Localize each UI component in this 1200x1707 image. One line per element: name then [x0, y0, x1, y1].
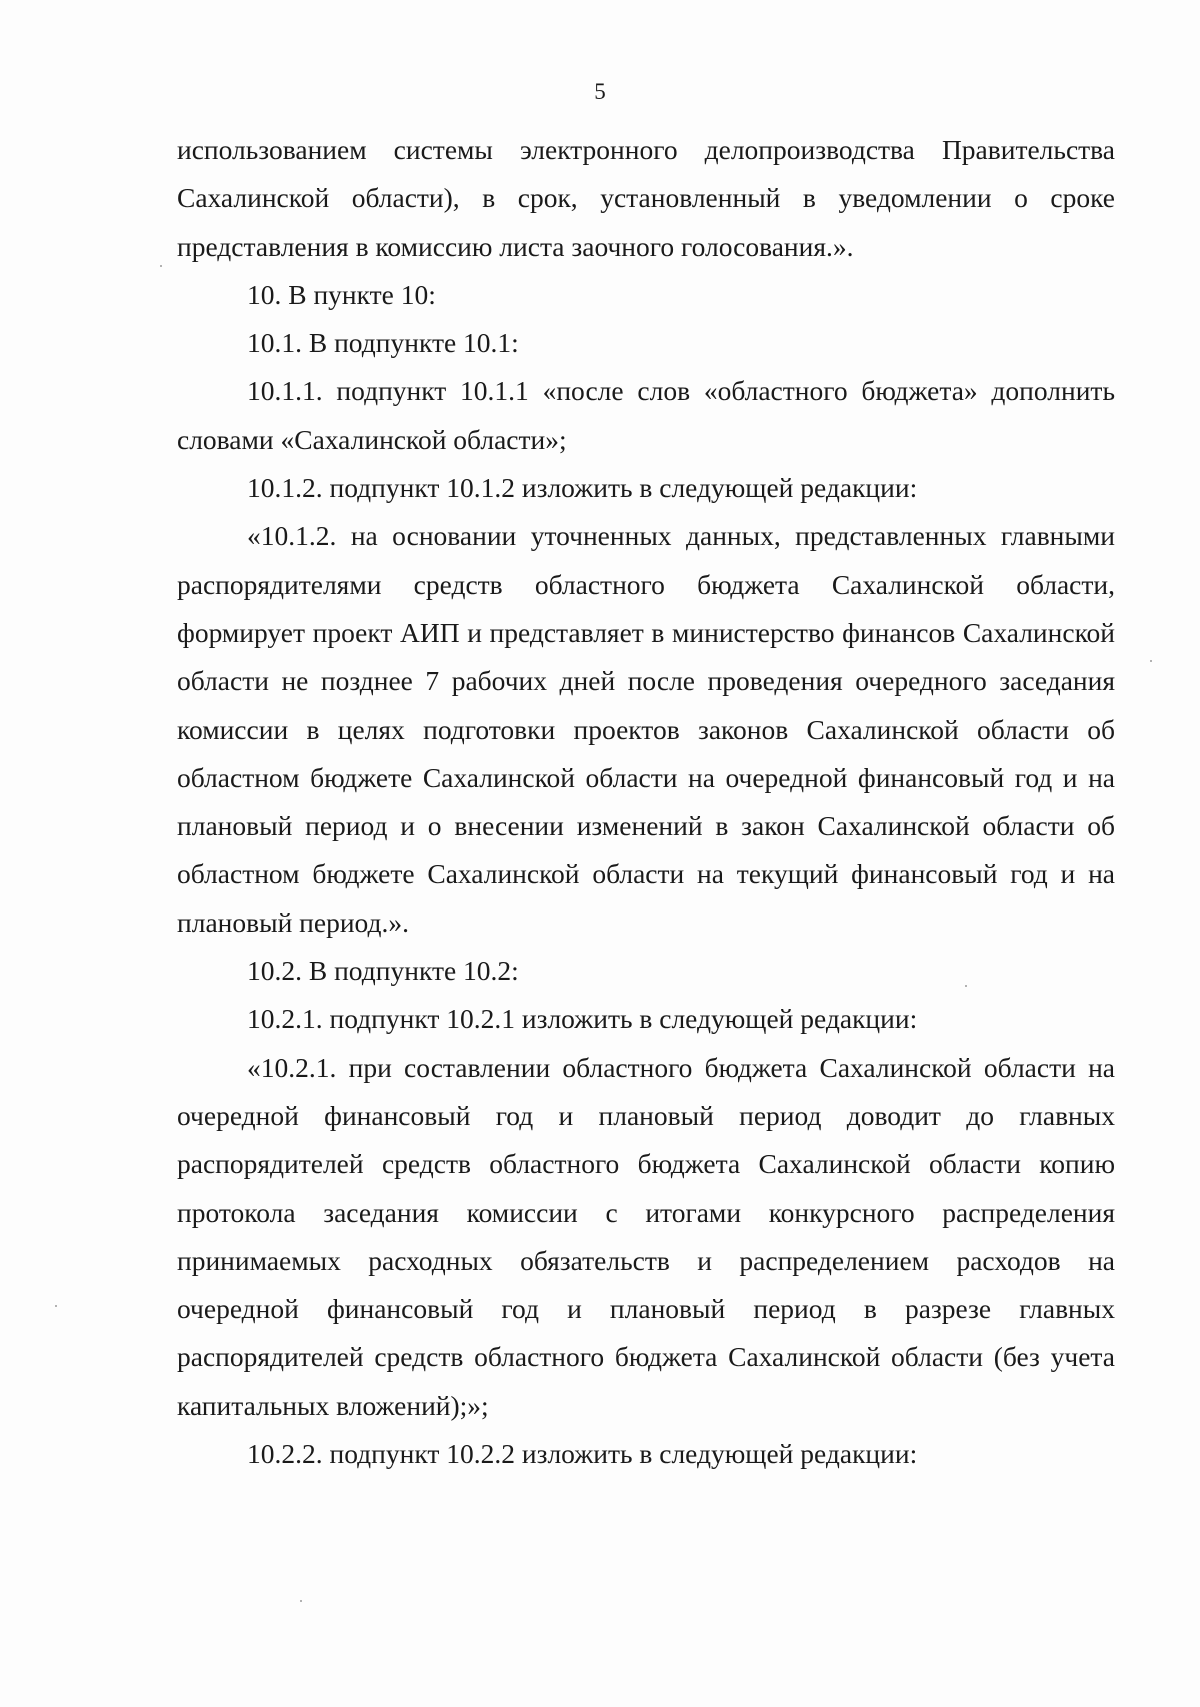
document-body [177, 126, 1115, 1478]
paragraph-quote-10-2-1: «10.2.1. при составлении областного бюджета Сахалинской области на очередной финансовый год и плановый период доводит до главных распорядителей средств областного бюджета Сахалинской области копию протокола заседания комиссии с итогами конкурсного распределения принимаемых расходных обязательств и распределением расходов на очередной финансовый год и плановый период в разрезе главных распорядителей средств областного бюджета Сахалинской области (без учета капитальных вложений);»; [177, 1051, 1115, 1421]
paragraph-quote-10-1-2: «10.1.2. на основании уточненных данных, представленных главными распорядителями средств областного бюджета Сахалинской области, формирует проект АИП и представляет в министерство финансов Сахалинской области не позднее 7 рабочих дней после проведения очередного заседания комиссии в целях подготовки проектов законов Сахалинской области об областном бюджете Сахалинской области на очередной финансовый год и на плановый период и о внесении изменений в закон Сахалинской области об областном бюджете Сахалинской области на текущий финансовый год и на плановый период.». [177, 520, 1115, 938]
scan-speck [160, 265, 162, 267]
paragraph-item-10-1-2: 10.1.2. подпункт 10.1.2 изложить в следующей редакции: [247, 472, 918, 504]
page-number: 5 [594, 79, 606, 104]
paragraph-continuation: использованием системы электронного делопроизводства Правительства Сахалинской области), в срок, установленный в уведомлении о сроке представления в комиссию листа заочного голосования.». [177, 134, 1115, 262]
paragraph-item-10: 10. В пункте 10: [247, 278, 436, 310]
scan-speck [55, 1305, 57, 1307]
scan-speck [1150, 660, 1152, 662]
paragraph-item-10-2-1: 10.2.1. подпункт 10.2.1 изложить в следующей редакции: [247, 1003, 918, 1035]
paragraph-item-10-1-1: 10.1.1. подпункт 10.1.1 «после слов «областного бюджета» дополнить словами «Сахалинской области»; [177, 375, 1115, 455]
paragraph-item-10-2-2: 10.2.2. подпункт 10.2.2 изложить в следующей редакции: [247, 1438, 918, 1470]
paragraph-item-10-2: 10.2. В подпункте 10.2: [247, 955, 519, 987]
scan-speck [300, 1600, 302, 1602]
scan-speck [965, 985, 967, 987]
paragraph-item-10-1: 10.1. В подпункте 10.1: [247, 327, 519, 359]
